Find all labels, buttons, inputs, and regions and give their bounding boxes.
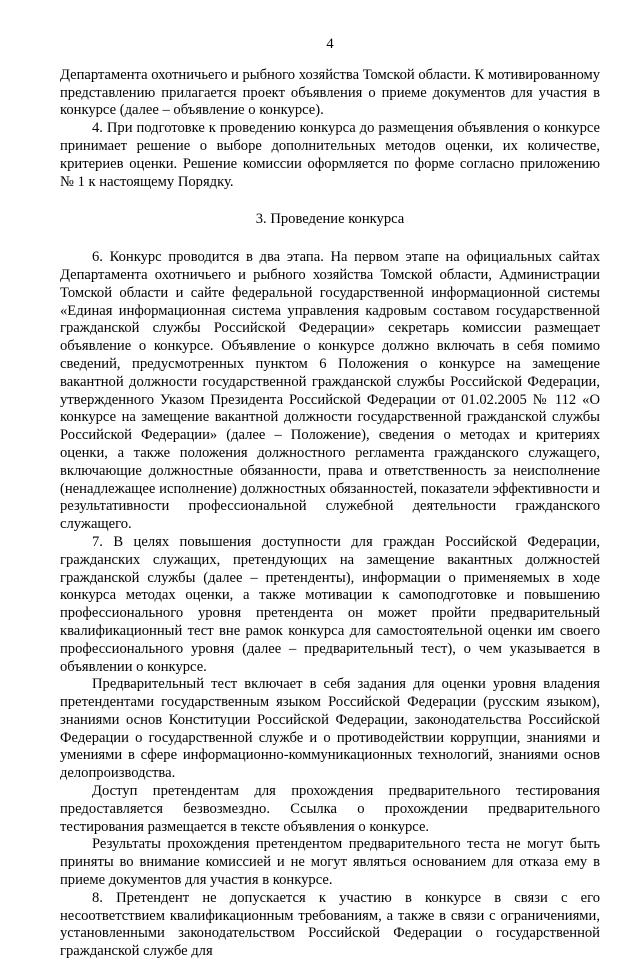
paragraph: 8. Претендент не допускается к участию в конкурсе в связи с его несоответствием квалификационным требованиям, а также в связи с ограничениями, установленными законодательством Российской Федерации о государственной гражданской службе для xyxy=(60,889,600,960)
page-number: 4 xyxy=(326,36,334,52)
section-heading: 3. Проведение конкурса xyxy=(255,211,405,228)
paragraph: 6. Конкурс проводится в два этапа. На первом этапе на официальных сайтах Департамента охотничьего и рыбного хозяйства Томской области, Администрации Томской области и сайте федеральной государственной информационной системы «Единая информационная система управления кадровым составом государственной гражданской службы Российской Федерации» секретарь комиссии размещает объявление о конкурсе. Объявление о конкурсе должно включать в себя помимо сведений, предусмотренных пунктом 6 Положения о конкурсе на замещение вакантной должности государственной гражданской службы Российской Федерации, утвержденного Указом Президента Российской Федерации от 01.02.2005 № 112 «О конкурсе на замещение вакантной должности государственной гражданской службы Российской Федерации» (далее – Положение), сведения о методах и критериях оценки, а также положения должностного регламента гражданского служащего, включающие должностные обязанности, права и ответственность за неисполнение (ненадлежащее исполнение) должностных обязанностей, показатели эффективности и результативности профессиональной служебной деятельности гражданского служащего. xyxy=(60,249,600,533)
paragraph: 4. При подготовке к проведению конкурса до размещения объявления о конкурсе принимает решение о выборе дополнительных методов оценки, их количестве, критериев оценки. Решение комиссии оформляется по форме согласно приложению № 1 к настоящему Порядку. xyxy=(60,120,600,190)
paragraph: Результаты прохождения претендентом предварительного теста не могут быть приняты во внимание комиссией и не могут являться основанием для отказа ему в приеме документов для участия в конкурсе. xyxy=(60,836,600,889)
body-after-heading xyxy=(60,249,600,961)
paragraph: 7. В целях повышения доступности для граждан Российской Федерации, гражданских служащих, претендующих на замещение вакантных должностей гражданской службы (далее – претенденты), информации о применяемых в ходе конкурса методах оценки, а также мотивации к самоподготовке и повышению профессионального уровня претендента он может пройти предварительный квалификационный тест вне рамок конкурса для самостоятельной оценки им своего профессионального уровня (далее – предварительный тест), о чем указывается в объявлении о конкурсе. xyxy=(60,533,600,675)
body-before-heading xyxy=(60,67,600,192)
paragraph: Предварительный тест включает в себя задания для оценки уровня владения претендентами государственным языком Российской Федерации (русским языком), знаниями основ Конституции Российской Федерации, законодательства Российской Федерации о государственной службе и о противодействии коррупции, знаниями и умениями в сфере информационно-коммуникационных технологий, знаниями основ делопроизводства. xyxy=(60,676,600,782)
paragraph: Департамента охотничьего и рыбного хозяйства Томской области. К мотивированному представлению прилагается проект объявления о приеме документов для участия в конкурсе (далее – объявление о конкурсе). xyxy=(60,66,601,119)
paragraph: Доступ претендентам для прохождения предварительного тестирования предоставляется безвозмездно. Ссылка о прохождении предварительного тестирования размещается в тексте объявления о конкурсе. xyxy=(60,783,600,835)
